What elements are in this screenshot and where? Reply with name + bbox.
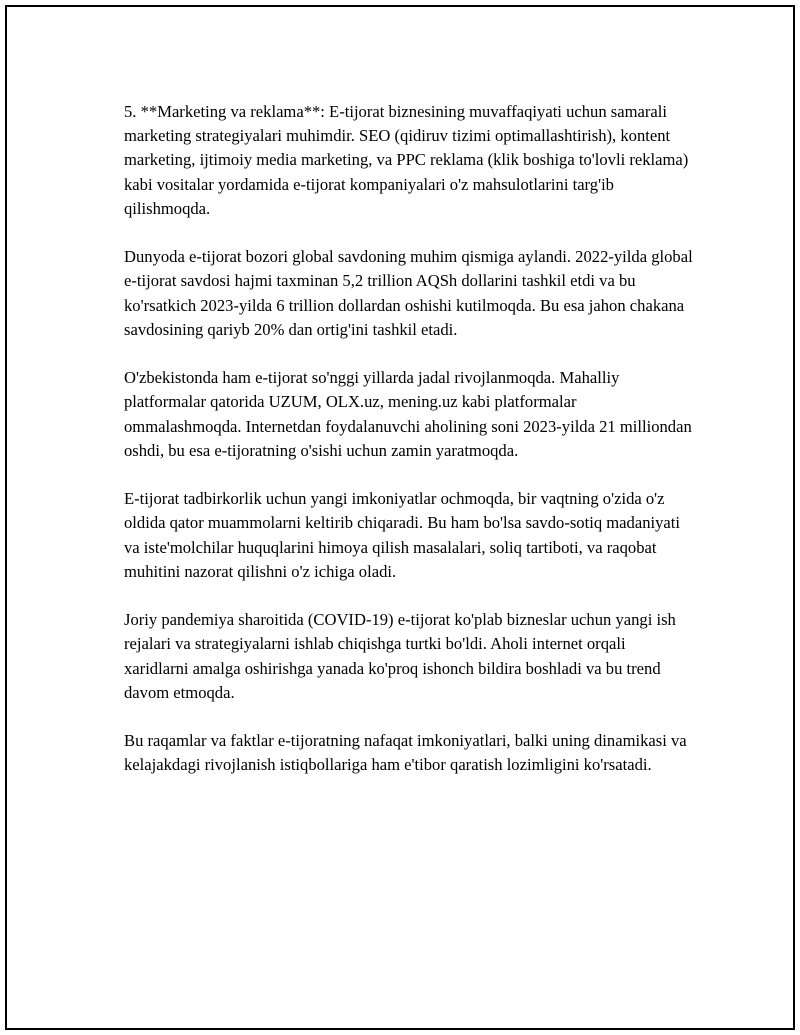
paragraph-marketing: 5. **Marketing va reklama**: E-tijorat biznesining muvaffaqiyati uchun samarali marketing strategiyalari muhimdir. SEO (qidiruv tizimi optimallashtirish), kontent marketing, ijtimoiy media marketing, va PPC reklama (klik boshiga to'lovli reklama) kabi vositalar yordamida e-tijorat kompaniyalari o'z mahsulotlarini targ'ib qilishmoqda. (124, 102, 689, 218)
paragraph-challenges: E-tijorat tadbirkorlik uchun yangi imkoniyatlar ochmoqda, bir vaqtning o'zida o'z oldida qator muammolarni keltirib chiqaradi. Bu ham bo'lsa savdo-sotiq madaniyati va iste'molchilar huquqlarini himoya qilish masalalari, soliq tartiboti, va raqobat muhitini nazorat qilishni o'z ichiga oladi. (124, 489, 680, 581)
paragraph-conclusion: Bu raqamlar va faktlar e-tijoratning nafaqat imkoniyatlari, balki uning dinamikasi va kelajakdagi rivojlanish istiqbollariga ham e'tibor qaratish lozimligini ko'rsatadi. (124, 731, 687, 775)
paragraph-global-market: Dunyoda e-tijorat bozori global savdoning muhim qismiga aylandi. 2022-yilda global e-tijorat savdosi hajmi taxminan 5,2 trillion AQSh dollarini tashkil etdi va bu ko'rsatkich 2023-yilda 6 trillion dollardan oshishi kutilmoqda. Bu esa jahon chakana savdosining qariyb 20% dan ortig'ini tashkil etadi. (124, 247, 693, 339)
page-frame (5, 5, 795, 1030)
document-body (124, 100, 694, 802)
paragraph-pandemic: Joriy pandemiya sharoitida (COVID-19) e-tijorat ko'plab bizneslar uchun yangi ish rejalari va strategiyalarni ishlab chiqishga turtki bo'ldi. Aholi internet orqali xaridlarni amalga oshirishga yanada ko'proq ishonch bildira boshladi va bu trend davom etmoqda. (124, 610, 676, 702)
paragraph-uzbekistan: O'zbekistonda ham e-tijorat so'nggi yillarda jadal rivojlanmoqda. Mahalliy platformalar qatorida UZUM, OLX.uz, mening.uz kabi platformalar ommalashmoqda. Internetdan foydalanuvchi aholining soni 2023-yilda 21 milliondan oshdi, bu esa e-tijoratning o'sishi uchun zamin yaratmoqda. (124, 368, 692, 460)
